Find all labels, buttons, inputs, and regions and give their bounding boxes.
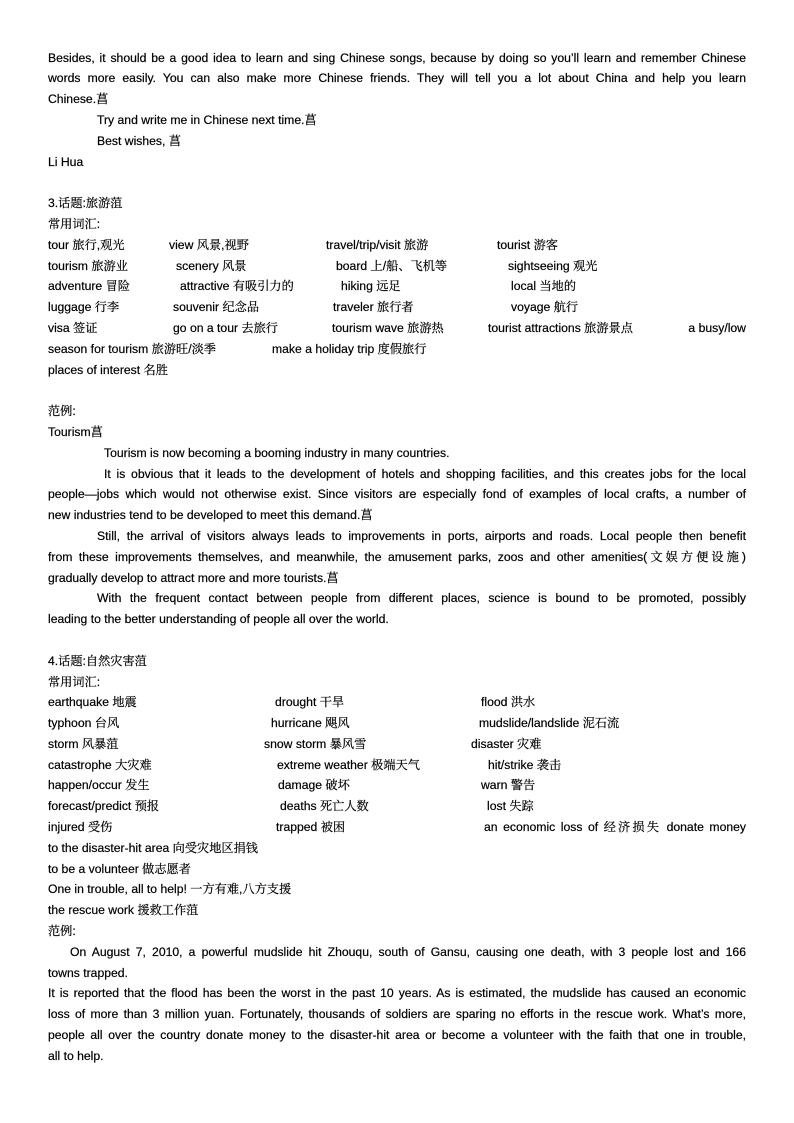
tourism-essay-line: With the frequent contact between people from different places, science is bound to be promoted, possibly: [97, 591, 746, 606]
vocab-entry: tourist 游客: [497, 237, 558, 252]
vocab-entry: scenery 风景: [176, 258, 247, 273]
disaster-vocab-row: [48, 734, 746, 755]
vocab-entry: tourism 旅游业: [48, 258, 128, 273]
tourism-essay-line: It is obvious that it leads to the development of hotels and shopping facilities, and this creates jobs for the local: [104, 466, 746, 481]
disaster-example-line: loss of more than 3 million yuan. Fortunately, thousands of soldiers are sparing no efforts in the rescue work. What’s more,: [48, 1007, 746, 1022]
letter-paragraph-line: Besides, it should be a good idea to learn and sing Chinese songs, because by doing so you’ll learn and remember Chinese: [48, 50, 746, 65]
vocab-entry: make a holiday trip 度假旅行: [272, 341, 427, 356]
vocab-entry: season for tourism 旅游旺/淡季: [48, 341, 216, 356]
vocab-entry: visa 签证: [48, 320, 98, 335]
vocab-entry: tourism wave 旅游热: [332, 320, 444, 335]
vocab-entry: earthquake 地震: [48, 695, 137, 710]
tourism-vocab-row: [48, 297, 746, 318]
vocab-entry: tourist attractions 旅游景点: [488, 320, 633, 335]
disaster-vocab-row: [48, 713, 746, 734]
vocab-entry: places of interest 名胜: [48, 362, 168, 377]
tourism-topic-heading: 3.话题:旅游菹: [48, 196, 123, 211]
vocab-entry: tour 旅行,观光: [48, 237, 125, 252]
letter-paragraph-line: words more easily. You can also make more Chinese friends. They will tell you a lot about China and help you learn: [48, 71, 746, 86]
vocab-entry: an economic loss of 经济损失 donate money: [484, 820, 746, 835]
vocab-entry: souvenir 纪念品: [173, 300, 260, 315]
disaster-topic-heading: 4.话题:自然灾害菹: [48, 653, 147, 668]
vocab-entry: extreme weather 极端天气: [277, 757, 420, 772]
vocab-entry: voyage 航行: [511, 300, 579, 315]
vocab-entry: view 风景,视野: [169, 237, 249, 252]
disaster-example-line: towns trapped.: [48, 965, 128, 980]
vocab-entry: damage 破坏: [278, 778, 350, 793]
vocab-entry: catastrophe 大灾难: [48, 757, 152, 772]
disaster-example-line: people all over the country donate money to the disaster-hit area or become a volunteer with the faith that one in trouble,: [48, 1028, 746, 1043]
vocab-entry: warn 警告: [481, 778, 536, 793]
vocab-entry: local 当地的: [511, 279, 577, 294]
disaster-example-label: 范例:: [48, 924, 76, 939]
vocab-entry: board 上/船、飞机等: [336, 258, 448, 273]
disaster-phrase: One in trouble, all to help! 一方有难,八方支援: [48, 882, 292, 897]
disaster-vocab-row: [48, 817, 746, 838]
disaster-example-line: On August 7, 2010, a powerful mudslide hit Zhouqu, south of Gansu, causing one death, with 3 people lost and 166: [70, 944, 746, 959]
blank-line: [48, 172, 746, 193]
tourism-essay-line: Still, the arrival of visitors always leads to improvements in ports, airports and roads. Local people then benefit: [97, 528, 746, 543]
document-page: [48, 48, 746, 1067]
tourism-essay-line: people—jobs which would not otherwise exist. Since visitors are especially fond of examples of local crafts, a number of: [48, 487, 746, 502]
vocab-entry: flood 洪水: [481, 695, 536, 710]
tourism-essay-line: new industries tend to be developed to meet this demand.菖: [48, 508, 373, 523]
tourism-essay-title: Tourism菖: [48, 424, 103, 439]
tourism-example-label: 范例:: [48, 404, 76, 419]
vocab-entry: attractive 有吸引力的: [180, 279, 294, 294]
vocab-entry: hiking 远足: [341, 279, 401, 294]
disaster-vocab-row: [48, 796, 746, 817]
disaster-phrase: the rescue work 援救工作菹: [48, 903, 199, 918]
disaster-example-line: all to help.: [48, 1048, 104, 1063]
tourism-vocab-row: [48, 235, 746, 256]
tourism-vocab-row: [48, 318, 746, 339]
letter-sign-off: Best wishes, 菖: [97, 133, 181, 148]
vocab-entry: mudslide/landslide 泥石流: [479, 716, 620, 731]
letter-closing-line: Try and write me in Chinese next time.菖: [97, 112, 317, 127]
vocab-entry: adventure 冒险: [48, 279, 130, 294]
tourism-essay-line: Tourism is now becoming a booming industry in many countries.: [104, 445, 450, 460]
vocab-entry: snow storm 暴风雪: [264, 736, 367, 751]
vocab-entry: sightseeing 观光: [508, 258, 598, 273]
tourism-vocab-row: [48, 276, 746, 297]
disaster-example-line: It is reported that the flood has been the worst in the past 10 years. As is estimated, the mudslide has caused an economic: [48, 986, 746, 1001]
vocab-entry: deaths 死亡人数: [280, 799, 369, 814]
tourism-vocab-row: [48, 256, 746, 277]
vocab-entry: drought 干旱: [275, 695, 345, 710]
blank-line: [48, 380, 746, 401]
disaster-vocab-row: [48, 775, 746, 796]
letter-signature: Li Hua: [48, 154, 84, 169]
disaster-vocab-label: 常用词汇:: [48, 674, 101, 689]
vocab-entry: injured 受伤: [48, 820, 113, 835]
tourism-essay-line: leading to the better understanding of people all over the world.: [48, 612, 389, 627]
vocab-entry: lost 失踪: [487, 799, 534, 814]
vocab-entry: disaster 灾难: [471, 736, 542, 751]
vocab-entry: a busy/low: [688, 320, 746, 335]
vocab-entry: forecast/predict 预报: [48, 799, 160, 814]
vocab-entry: typhoon 台风: [48, 716, 120, 731]
vocab-entry: luggage 行李: [48, 300, 120, 315]
disaster-phrase: to the disaster-hit area 向受灾地区捐钱: [48, 840, 258, 855]
tourism-vocab-row: [48, 339, 746, 360]
vocab-entry: storm 风暴菹: [48, 736, 119, 751]
disaster-vocab-row: [48, 755, 746, 776]
vocab-entry: go on a tour 去旅行: [173, 320, 278, 335]
letter-paragraph-line: Chinese.菖: [48, 92, 109, 107]
vocab-entry: hit/strike 袭击: [488, 757, 562, 772]
tourism-vocab-row: [48, 360, 746, 381]
disaster-phrase: to be a volunteer 做志愿者: [48, 861, 191, 876]
tourism-vocab-label: 常用词汇:: [48, 216, 101, 231]
vocab-entry: hurricane 飓风: [271, 716, 350, 731]
blank-line: [48, 630, 746, 651]
tourism-essay-line: from these improvements themselves, and meanwhile, the amusement parks, zoos and other amenities(文娱方便设施): [48, 549, 746, 564]
disaster-vocab-row: [48, 692, 746, 713]
vocab-entry: happen/occur 发生: [48, 778, 150, 793]
vocab-entry: travel/trip/visit 旅游: [326, 237, 429, 252]
vocab-entry: trapped 被困: [276, 820, 346, 835]
tourism-essay-line: gradually develop to attract more and more tourists.菖: [48, 570, 339, 585]
vocab-entry: traveler 旅行者: [333, 300, 414, 315]
